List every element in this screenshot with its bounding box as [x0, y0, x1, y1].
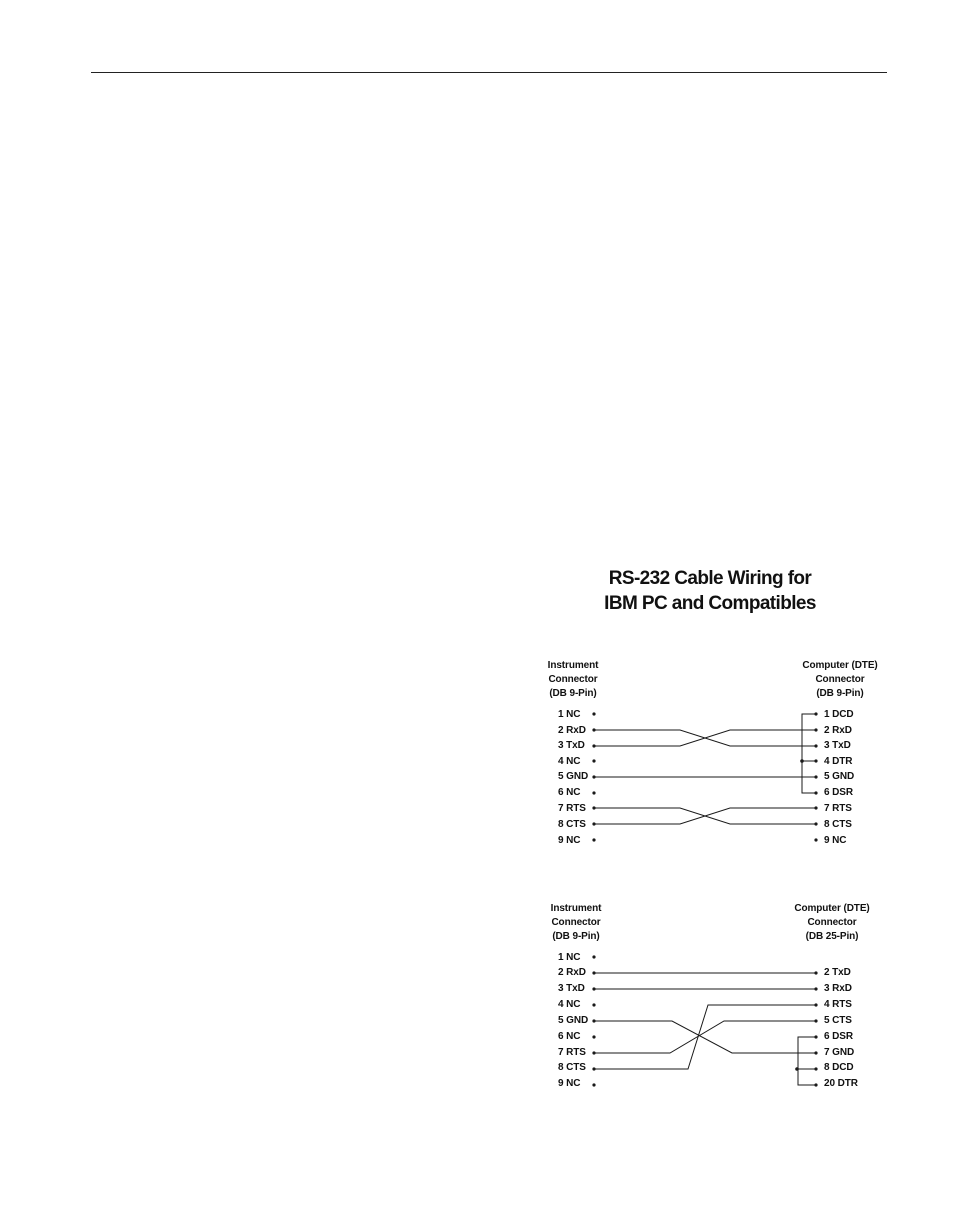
title-line-1: RS-232 Cable Wiring for	[608, 568, 812, 589]
d1-left-pin-dot	[592, 728, 595, 731]
d2-right-pin-dot	[814, 1051, 817, 1054]
d2-jumper-junction	[795, 1067, 799, 1071]
d1-left-pin: 6 NC	[558, 787, 581, 798]
d1-right-pin-dot	[814, 728, 817, 731]
d1-right-pin: 1 DCD	[824, 709, 854, 720]
d1-left-header-line: Instrument	[547, 660, 599, 671]
d2-right-pin: 3 RxD	[824, 983, 852, 994]
d1-left-pin: 9 NC	[558, 835, 581, 846]
d1-right-header-line: (DB 9-Pin)	[816, 688, 864, 699]
d1-left-pin: 4 NC	[558, 756, 581, 767]
d2-wire-gnd	[594, 1021, 816, 1053]
d2-left-pin: 4 NC	[558, 999, 581, 1010]
d1-left-pin-dot	[592, 791, 595, 794]
d2-left-pin: 1 NC	[558, 952, 581, 963]
d2-left-header-line: Instrument	[550, 903, 602, 914]
d2-jumper-dsr-dcd-dtr	[796, 1037, 816, 1085]
d2-left-pin-dot	[592, 1067, 595, 1070]
d2-right-pin: 8 DCD	[824, 1062, 854, 1073]
d1-left-pin: 7 RTS	[558, 803, 586, 814]
d1-wire-txd-rxd	[594, 730, 816, 746]
d2-left-pin: 7 RTS	[558, 1047, 586, 1058]
d2-right-header-line: Connector	[807, 917, 857, 928]
d1-left-pin-dot	[592, 838, 595, 841]
d2-right-pin: 20 DTR	[824, 1078, 858, 1089]
d2-right-pin: 4 RTS	[824, 999, 852, 1010]
d2-right-pin: 5 CTS	[824, 1015, 852, 1026]
d1-left-pin: 5 GND	[558, 771, 589, 782]
d1-jumper-junction	[800, 759, 804, 763]
d2-left-pin-dot	[592, 987, 595, 990]
d2-right-header-line: (DB 25-Pin)	[805, 931, 859, 942]
d2-right-pin: 2 TxD	[824, 967, 851, 978]
d2-left-pin: 8 CTS	[558, 1062, 586, 1073]
d2-left-pin-dot	[592, 1003, 595, 1006]
d1-right-pin-dot	[814, 759, 817, 762]
d2-right-pin: 7 GND	[824, 1047, 855, 1058]
d1-right-pin-dot	[814, 838, 817, 841]
d2-right-pin-dot	[814, 1035, 817, 1038]
d1-right-header-line: Connector	[815, 674, 865, 685]
d1-jumper-dcd-dtr-dsr	[802, 714, 816, 793]
d1-right-pin-dot	[814, 712, 817, 715]
d1-left-header-line: Connector	[548, 674, 598, 685]
d2-left-pin: 6 NC	[558, 1031, 581, 1042]
d2-left-pin-dot	[592, 1019, 595, 1022]
d1-wire-cts-rts	[594, 808, 816, 824]
d2-right-pin-dot	[814, 1083, 817, 1086]
title-line-2: IBM PC and Compatibles	[604, 593, 816, 614]
d2-left-pin: 9 NC	[558, 1078, 581, 1089]
d1-right-pin: 4 DTR	[824, 756, 853, 767]
d2-left-pin-dot	[592, 1051, 595, 1054]
d2-wire-cts-rts	[594, 1005, 816, 1069]
d2-left-header-line: Connector	[551, 917, 601, 928]
d2-left-pin-dot	[592, 1083, 595, 1086]
d1-left-pin-dot	[592, 806, 595, 809]
d2-left-pin: 5 GND	[558, 1015, 589, 1026]
d1-right-pin: 3 TxD	[824, 740, 851, 751]
d1-right-pin-dot	[814, 822, 817, 825]
d2-left-header-line: (DB 9-Pin)	[552, 931, 600, 942]
d2-wires	[594, 973, 816, 1085]
d2-right-pin-dot	[814, 1003, 817, 1006]
d2-left-pin: 2 RxD	[558, 967, 586, 978]
d1-left-pin-dot	[592, 822, 595, 825]
d2-right-pin-dot	[814, 987, 817, 990]
d2-wire-rts-cts	[594, 1021, 816, 1053]
d1-left-header-line: (DB 9-Pin)	[549, 688, 597, 699]
d1-right-pin-dot	[814, 806, 817, 809]
d2-right-pin-dot	[814, 971, 817, 974]
d1-right-header-line: Computer (DTE)	[802, 660, 878, 671]
d1-left-pin: 2 RxD	[558, 725, 586, 736]
d2-right-pin-dot	[814, 1019, 817, 1022]
d1-right-pin: 9 NC	[824, 835, 847, 846]
d1-left-pin: 3 TxD	[558, 740, 585, 751]
d1-left-pin: 8 CTS	[558, 819, 586, 830]
d2-left-pin: 3 TxD	[558, 983, 585, 994]
d1-right-pin: 7 RTS	[824, 803, 852, 814]
d1-right-pin: 5 GND	[824, 771, 855, 782]
d2-right-pin: 6 DSR	[824, 1031, 853, 1042]
d2-left-pin-dot	[592, 971, 595, 974]
d1-left-pin-dot	[592, 775, 595, 778]
d1-right-pin-dot	[814, 791, 817, 794]
d2-right-header-line: Computer (DTE)	[794, 903, 870, 914]
d1-left-pin: 1 NC	[558, 709, 581, 720]
d1-left-pin-dot	[592, 744, 595, 747]
d2-left-pin-dot	[592, 955, 595, 958]
d1-right-pin: 8 CTS	[824, 819, 852, 830]
d1-right-pin: 2 RxD	[824, 725, 852, 736]
d1-right-pin: 6 DSR	[824, 787, 853, 798]
d1-left-pin-dot	[592, 712, 595, 715]
d1-wires	[594, 714, 816, 824]
d1-right-pin-dot	[814, 775, 817, 778]
d2-right-pin-dot	[814, 1067, 817, 1070]
d1-left-pin-dot	[592, 759, 595, 762]
d1-right-pin-dot	[814, 744, 817, 747]
d2-left-pin-dot	[592, 1035, 595, 1038]
